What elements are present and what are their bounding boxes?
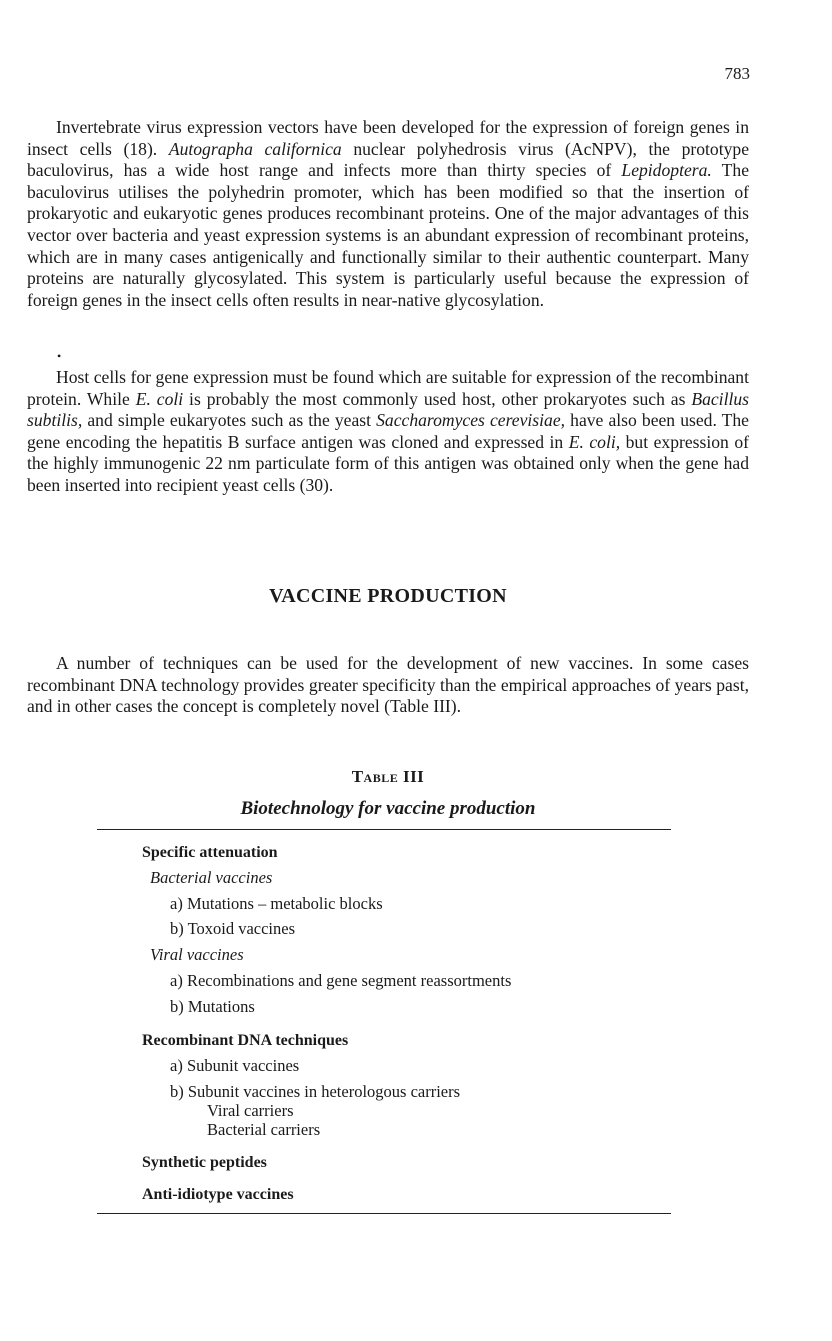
table-row-sub: Viral vaccines [150,945,244,964]
text-run: The baculovirus utilises the polyhedrin promoter, which has been modified so that the insertion of prokaryotic and eukaryotic genes produces recombinant proteins. One of the major advantages of this vector over bacteria and yeast expression systems is an abundant expression of recombinant proteins, which are in many cases antigenically and functionally similar to their authentic counterpart. Many proteins are naturally glycosylated. This system is particularly useful because the expression of foreign genes in the insect cells often results in near-native glycosylation. [27,160,749,310]
table-row-item: b) Mutations [170,997,255,1016]
table-bottom-rule [97,1213,671,1214]
text-run: but expression of the highly immunogenic 22 nm particulate form of this antigen was obtained only when the gene had been inserted into recipient yeast cells (30). [27,431,749,495]
italic-term: Bacillus subtilis, [27,388,749,431]
table-row-item: a) Subunit vaccines [170,1056,300,1075]
ink-dot-mark: • [57,349,62,363]
italic-term: E. coli, [568,431,621,452]
table-row-item: b) Subunit vaccines in heterologous carriers [170,1082,461,1101]
text-run: have also been used. The gene encoding the hepatitis B surface antigen was cloned and expressed in [27,410,749,452]
table-row-item: b) Toxoid vaccines [170,919,296,938]
text-run: is probably the most commonly used host, other prokaryotes such as [183,388,692,409]
table-row-head: Specific attenuation [142,844,278,861]
italic-term: Autographa californica [168,138,342,159]
paragraph-host-cells [27,367,749,497]
text-run: nuclear polyhedrosis virus (AcNPV), the prototype baculovirus, has a wide host range and infects more than thirty species of [27,138,750,181]
table-row-head: Recombinant DNA techniques [142,1032,349,1049]
table-row-subitem: Bacterial carriers [207,1120,321,1139]
page-number: 783 [724,64,750,83]
table-row-head: Synthetic peptides [142,1154,267,1171]
text-run: and simple eukaryotes such as the yeast [82,410,377,431]
text-run: Host cells for gene expression must be found which are suitable for expression of the recombinant protein. While [27,367,749,409]
italic-term: Saccharomyces cerevisiae, [376,410,566,431]
italic-term: Lepidoptera. [621,160,712,181]
table-row-item: a) Mutations – metabolic blocks [170,894,383,913]
paragraph-vaccine-techniques [27,653,749,718]
table-row-head: Anti-idiotype vaccines [142,1186,294,1203]
table-label: Table III [351,767,425,786]
table-row-subitem: Viral carriers [207,1101,294,1120]
table-caption: Biotechnology for vaccine production [240,798,536,819]
paragraph-baculovirus [27,117,749,311]
text-run: A number of techniques can be used for the development of new vaccines. In some cases recombinant DNA technology provides greater specificity than the empirical approaches of years past, and in other cases the concept is completely novel (Table III). [27,653,749,717]
table-top-rule [97,829,671,830]
table-row-sub: Bacterial vaccines [150,868,273,887]
text-run: Invertebrate virus expression vectors have been developed for the expression of foreign genes in insect cells (18). [27,117,749,159]
section-heading: VACCINE PRODUCTION [269,585,507,607]
italic-term: E. coli [135,388,184,409]
table-row-item: a) Recombinations and gene segment reassortments [170,971,512,990]
